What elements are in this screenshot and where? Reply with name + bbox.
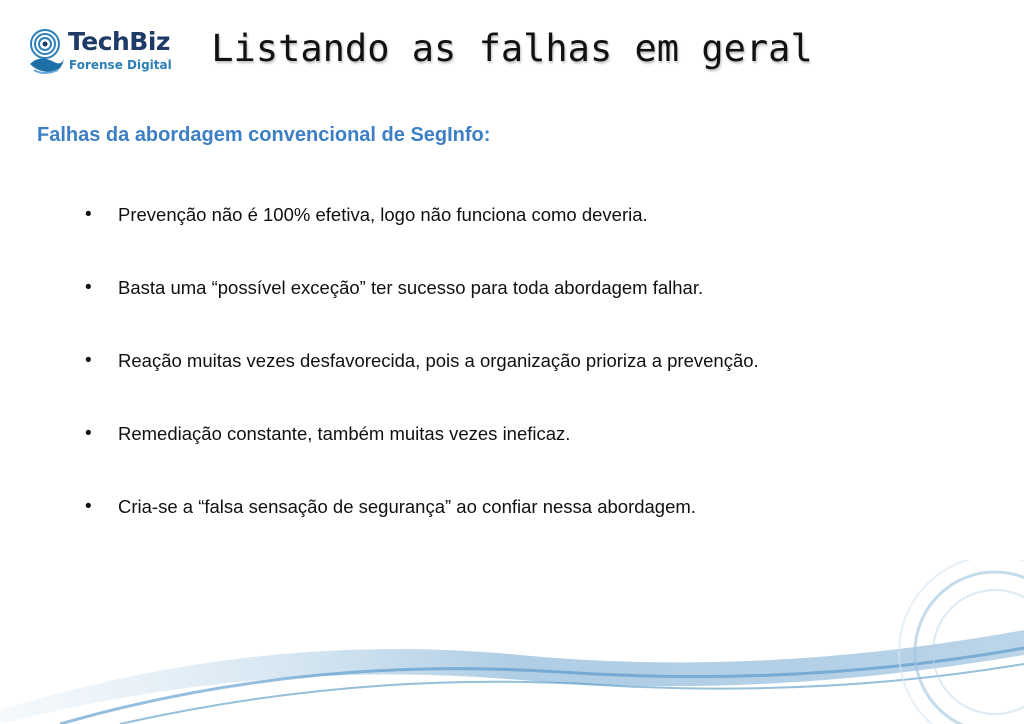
logo-tagline: Forense Digital [69,58,172,72]
bullet-marker: • [85,423,92,444]
logo-name: TechBiz [68,27,170,56]
bullet-marker: • [85,350,92,371]
binary-wave-decoration [0,560,1024,724]
bullet-item [85,415,759,488]
bullet-marker: • [85,496,92,517]
bullet-marker: • [85,277,92,298]
slide-subtitle: Falhas da abordagem convencional de SegInfo: [37,124,491,146]
bullet-marker: • [85,204,92,225]
bullet-item [85,269,759,342]
bullet-item [85,196,759,269]
bullet-item [85,488,759,561]
bullet-item [85,342,759,415]
bullet-text: Prevenção não é 100% efetiva, logo não funciona como deveria. [118,204,648,225]
bullet-list [85,196,759,561]
bullet-text: Cria-se a “falsa sensação de segurança” ao confiar nessa abordagem. [118,496,696,517]
bullet-text: Remediação constante, também muitas vezes ineficaz. [118,423,571,444]
bullet-text: Basta uma “possível exceção” ter sucesso para toda abordagem falhar. [118,277,704,298]
bullet-text: Reação muitas vezes desfavorecida, pois a organização prioriza a prevenção. [118,350,759,371]
slide-title: Listando as falhas em geral [211,27,813,70]
